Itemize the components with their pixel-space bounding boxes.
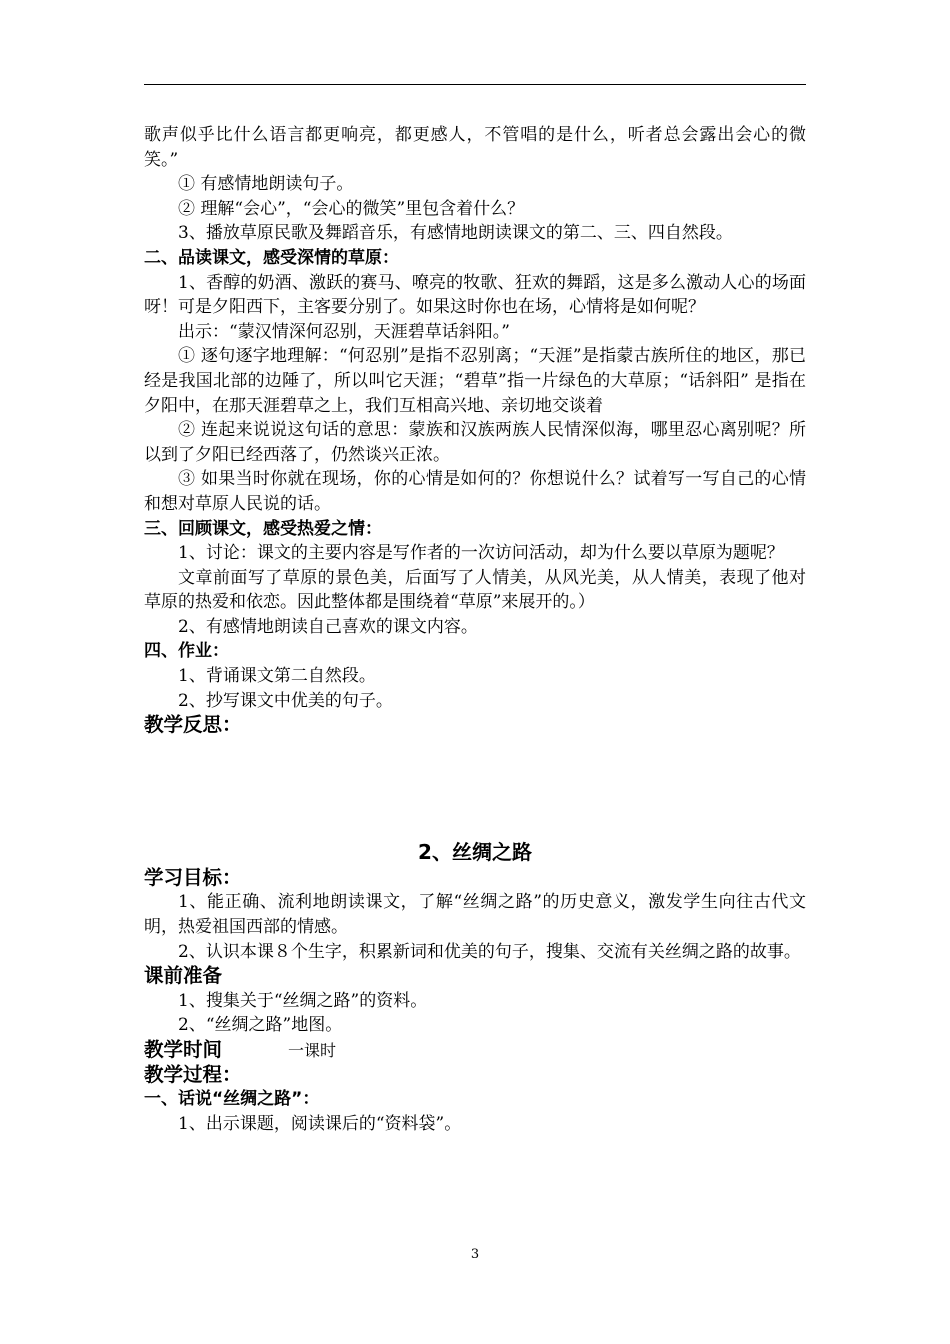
paragraph: 1、香醇的奶酒、激跃的赛马、嘹亮的牧歌、狂欢的舞蹈，这是多么激动人心的场面呀！可是夕阳西下，主客要分别了。如果这时你也在场，心情将是如何呢？: [144, 272, 806, 318]
paragraph: ① 逐句逐字地理解：“何忍别”是指不忍别离；“天涯”是指蒙古族所住的地区，那已经是我国北部的边陲了，所以叫它天涯；“碧草”指一片绿色的大草原；“话斜阳” 是指在夕阳中，在那天涯碧草之上，我们互相高兴地、亲切地交谈着: [144, 346, 806, 416]
paragraph: ① 有感情地朗读句子。: [178, 174, 354, 195]
page-number: 3: [470, 1247, 480, 1262]
time-value: 一课时: [288, 1041, 337, 1060]
paragraph: 1、背诵课文第二自然段。: [178, 666, 376, 687]
paragraph: ② 理解“会心”，“会心的微笑”里包含着什么？: [178, 198, 525, 219]
paragraph: 1、能正确、流利地朗读课文，了解“丝绸之路”的历史意义，激发学生向往古代文明，热爱祖国西部的情感。: [144, 892, 806, 938]
paragraph: 2、抄写课文中优美的句子。: [178, 690, 393, 711]
paragraph: 1、搜集关于“丝绸之路”的资料。: [178, 990, 428, 1011]
paragraph: 2、认识本课８个生字，积累新词和优美的句子，搜集、交流有关丝绸之路的故事。: [178, 941, 801, 962]
reflection-heading: 教学反思：: [144, 713, 242, 737]
paragraph: 1、出示课题，阅读课后的“资料袋”。: [178, 1113, 462, 1134]
section-heading: 四、作业：: [144, 641, 229, 662]
process-heading: 教学过程：: [144, 1062, 242, 1086]
paragraph: ③ 如果当时你就在现场，你的心情是如何的？你想说什么？试着写一写自己的心情和想对草原人民说的话。: [144, 469, 806, 514]
paragraph: 出示：“蒙汉情深何忍别，天涯碧草话斜阳。”: [178, 321, 510, 342]
section-heading: 二、品读课文，感受深情的草原：: [144, 247, 399, 268]
paragraph: ② 连起来说说这句话的意思：蒙族和汉族两族人民情深似海，哪里忍心离别呢？所以到了夕阳已经西落了，仍然谈兴正浓。: [144, 420, 806, 465]
paragraph: 3、播放草原民歌及舞蹈音乐，有感情地朗读课文的第二、三、四自然段。: [178, 223, 733, 244]
lesson-title: 2、丝绸之路: [418, 839, 532, 864]
header-rule: [144, 84, 806, 85]
page-content: [144, 123, 806, 1136]
time-heading: 教学时间: [144, 1038, 223, 1061]
goals-heading: 学习目标：: [144, 865, 242, 889]
section-heading: 三、回顾课文，感受热爱之情：: [144, 518, 382, 539]
section-heading: 一、话说“丝绸之路”：: [144, 1089, 320, 1110]
paragraph: 歌声似乎比什么语言都更响亮，都更感人，不管唱的是什么，听者总会露出会心的微笑。”: [144, 125, 806, 170]
paragraph: 2、有感情地朗读自己喜欢的课文内容。: [178, 616, 478, 637]
paragraph: 2、“丝绸之路”地图。: [178, 1015, 343, 1036]
spacer: [144, 738, 806, 838]
paragraph: 文章前面写了草原的景色美，后面写了人情美，从风光美，从人情美，表现了他对草原的热爱和依恋。因此整体都是围绕着“草原”来展开的。）: [144, 567, 806, 613]
paragraph: 1、讨论：课文的主要内容是写作者的一次访问活动，却为什么要以草原为题呢？: [178, 543, 784, 564]
prep-heading: 课前准备: [144, 964, 223, 988]
teaching-time-row: [144, 1038, 806, 1063]
